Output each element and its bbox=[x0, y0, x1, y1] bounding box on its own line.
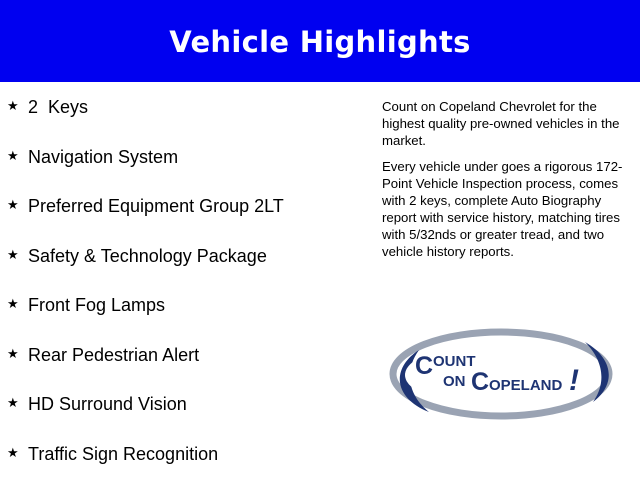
feature-label: HD Surround Vision bbox=[28, 394, 187, 414]
blurb-paragraph: Every vehicle under goes a rigorous 172-Point Vehicle Inspection process, comes with 2 keys, complete Auto Biography report with service history, matching tires with 5/32nds or greater tread, and two vehicle history reports. bbox=[382, 159, 623, 259]
star-icon: ★ bbox=[7, 444, 19, 460]
logo-exclamation: ! bbox=[569, 364, 579, 397]
feature-label: Traffic Sign Recognition bbox=[28, 443, 219, 464]
feature-item bbox=[0, 391, 360, 441]
logo-letter-c1: C bbox=[415, 352, 434, 380]
feature-item bbox=[0, 342, 360, 392]
feature-item bbox=[0, 144, 360, 194]
feature-item bbox=[0, 292, 360, 342]
feature-item bbox=[0, 243, 360, 293]
logo-word-ount: OUNT bbox=[433, 353, 476, 370]
star-icon: ★ bbox=[7, 395, 19, 410]
feature-item bbox=[0, 94, 360, 144]
count-on-copeland-logo bbox=[389, 328, 621, 424]
star-icon: ★ bbox=[7, 296, 19, 311]
star-icon: ★ bbox=[7, 98, 19, 113]
blurb-paragraph: Count on Copeland Chevrolet for the highest quality pre-owned vehicles in the market. bbox=[382, 99, 620, 148]
feature-label: Safety & Technology Package bbox=[28, 245, 267, 266]
header-banner bbox=[0, 0, 640, 82]
star-icon: ★ bbox=[7, 197, 19, 212]
page-title: Vehicle Highlights bbox=[169, 25, 471, 59]
feature-label: Preferred Equipment Group 2LT bbox=[28, 196, 284, 216]
feature-label: 2 Keys bbox=[28, 97, 89, 117]
feature-list bbox=[0, 94, 360, 480]
feature-item bbox=[0, 193, 360, 243]
dealer-blurb bbox=[382, 98, 634, 269]
logo-word-on: ON bbox=[443, 373, 466, 390]
logo-word-opeland: OPELAND bbox=[489, 377, 563, 394]
feature-label: Rear Pedestrian Alert bbox=[28, 344, 200, 365]
star-icon: ★ bbox=[7, 345, 19, 361]
feature-item bbox=[0, 441, 360, 480]
star-icon: ★ bbox=[7, 147, 19, 163]
feature-label: Navigation System bbox=[28, 146, 179, 167]
logo-letter-c2: C bbox=[471, 368, 490, 396]
feature-label: Front Fog Lamps bbox=[28, 295, 166, 315]
star-icon: ★ bbox=[7, 246, 19, 262]
